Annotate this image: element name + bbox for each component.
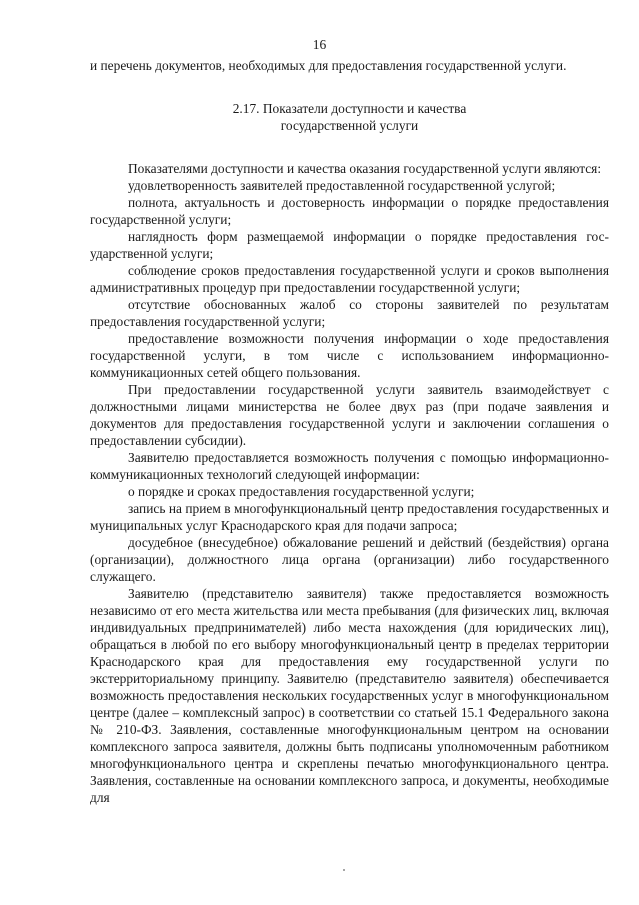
scan-speck <box>343 869 345 871</box>
paragraph-mfc-appointment: запись на прием в многофункциональный центр предоставления государственных и муниципальных услуг Краснодарского края для подачи запроса; <box>90 501 609 533</box>
paragraph-interactions: При предоставлении государственной услуги заявитель взаимодействует с должностными лицами министерства не более двух раз (при подаче заявления и документов для предоставления государственной услуги и заключении соглашения о предоставлении субсидии). <box>90 382 609 448</box>
section-title-line-1: 2.17. Показатели доступности и качества <box>232 101 467 116</box>
paragraph-progress-info: предоставление возможности получения информации о ходе предоставления государственной услуги, в том числе с использованием информационно-коммуникационных сетей общего пользования. <box>90 331 609 380</box>
paragraph-completeness: полнота, актуальность и достоверность информации о порядке предоставления государственной услуги; <box>90 195 609 227</box>
paragraph-extraterritorial: Заявителю (представителю заявителя) также предоставляется возможность независимо от его места жительства или места пребывания (для физических лиц, включая индивидуальных предпринимателей) либо места нахождения (для юридических лиц), обращаться в любой по его выбору многофункциональный центр в пределах территории Краснодарского края для предоставления ему государственной услуги по экстерриториальному принципу. Заявителю (представителю заявителя) обеспечивается возможность предоставления нескольких государственных услуг в многофункциональном центре (далее – комплексный запрос) в соответствии со статьей 15.1 Федерального закона № 210-ФЗ. Заявления, составленные многофункциональным центром на основании комплексного запроса заявителя, должны быть подписаны уполномоченным работником многофункционального центра и скреплены печатью многофункционального центра. Заявления, составленные на основании комплексного запроса, и документы, необходимые для <box>90 586 609 805</box>
paragraph-satisfaction: удовлетворенность заявителей предоставленной государственной услугой; <box>128 178 556 193</box>
section-heading <box>90 100 609 134</box>
intro-paragraph: и перечень документов, необходимых для предоставления государственной услуги. <box>90 58 567 73</box>
paragraph-indicators-intro: Показателями доступности и качества оказания государственной услуги являются: <box>128 161 602 176</box>
paragraph-deadlines: соблюдение сроков предоставления государственной услуги и сроков выполнения административных процедур при предоставлении государственной услуги; <box>90 263 609 295</box>
document-body <box>90 57 609 806</box>
paragraph-pretrial-appeal: досудебное (внесудебное) обжалование решений и действий (бездействия) органа (организации), должностного лица органа (организации) либо государственного служащего. <box>90 535 609 584</box>
paragraph-clarity: наглядность форм размещаемой информации о порядке предоставления государственной услуги; <box>90 229 609 261</box>
paragraph-procedure-terms: о порядке и сроках предоставления государственной услуги; <box>128 484 475 499</box>
section-title-line-2: государственной услуги <box>280 118 419 133</box>
paragraph-ict-info: Заявителю предоставляется возможность получения с помощью информационно-коммуникационных технологий следующей информации: <box>90 450 609 482</box>
page-number: 16 <box>312 37 327 52</box>
paragraph-no-complaints: отсутствие обоснованных жалоб со стороны заявителей по результатам предоставления государственной услуги; <box>90 297 609 329</box>
